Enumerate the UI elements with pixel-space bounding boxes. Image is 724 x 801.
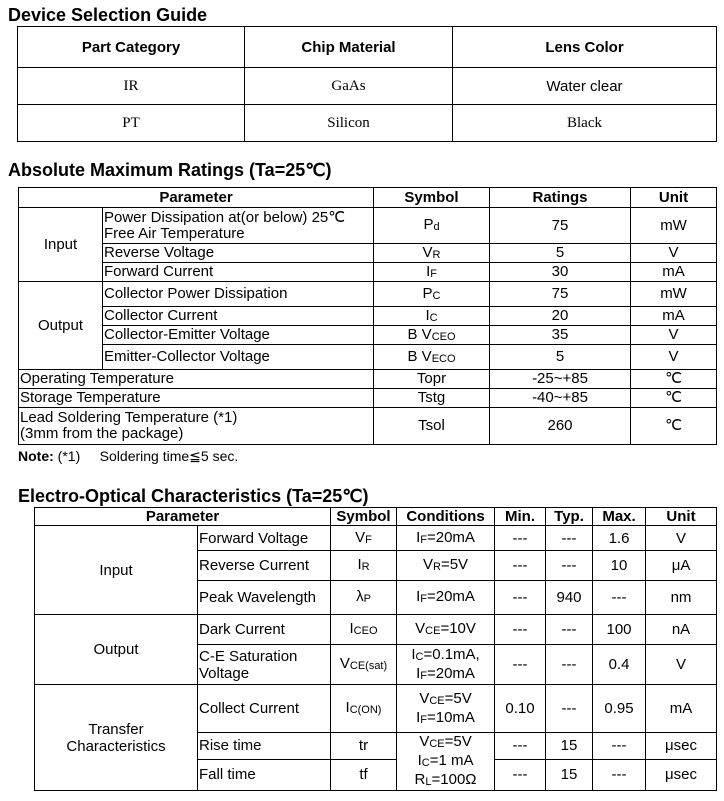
- eo-header-parameter: Parameter: [35, 508, 331, 526]
- rating-bvceo: 35: [490, 326, 631, 345]
- eo-table: [34, 507, 717, 791]
- eo-cond-pw: $I_F=20mA$: [397, 581, 495, 615]
- eo-unit-cc: mA: [646, 685, 717, 733]
- eo-cond-cc: $V_{CE}=5V$ $I_F=10mA$: [397, 685, 495, 733]
- note-label: Note:: [18, 448, 54, 464]
- param-ec-voltage: Emitter-Collector Voltage: [103, 345, 374, 370]
- param-forward-current: Forward Current: [103, 263, 374, 282]
- eo-typ-fv: ---: [546, 526, 593, 551]
- eo-header-min: Min.: [495, 508, 546, 526]
- rating-tsol: 260: [490, 408, 631, 445]
- unit-bvceo: V: [631, 326, 717, 345]
- eo-min-rc: ---: [495, 551, 546, 581]
- sym-pd: $P_d$: [374, 208, 490, 244]
- unit-topr: ℃: [631, 370, 717, 389]
- eo-sym-vcesat: $V_{CE(sat)}$: [331, 645, 397, 685]
- header-ratings: Ratings: [490, 188, 631, 208]
- eo-max-fv: 1.6: [593, 526, 646, 551]
- eo-param-fall-time: Fall time: [198, 759, 331, 790]
- eo-param-rise-time: Rise time: [198, 733, 331, 760]
- unit-bveco: V: [631, 345, 717, 370]
- eo-min-dc: ---: [495, 615, 546, 645]
- group-input: Input: [19, 208, 103, 282]
- unit-pc: mW: [631, 282, 717, 307]
- eo-max-pw: ---: [593, 581, 646, 615]
- eo-header-max: Max.: [593, 508, 646, 526]
- param-power-dissipation: Power Dissipation at(or below) 25℃ Free Air Temperature: [103, 208, 374, 244]
- eo-max-cc: 0.95: [593, 685, 646, 733]
- eo-min-ce: ---: [495, 645, 546, 685]
- abs-max-note: [18, 448, 238, 465]
- rating-pd: 75: [490, 208, 631, 244]
- eo-min-pw: ---: [495, 581, 546, 615]
- cell-part-pt: PT: [18, 105, 245, 142]
- eo-unit-ce: V: [646, 645, 717, 685]
- device-guide-heading: Device Selection Guide: [8, 5, 208, 25]
- eo-group-input: Input: [35, 526, 198, 615]
- abs-max-table: [18, 187, 717, 445]
- eo-group-transfer: Transfer Characteristics: [35, 685, 198, 791]
- cell-chip-gaas: GaAs: [245, 68, 453, 105]
- eo-typ-rc: ---: [546, 551, 593, 581]
- unit-tstg: ℃: [631, 389, 717, 408]
- eo-typ-dc: ---: [546, 615, 593, 645]
- eo-min-fv: ---: [495, 526, 546, 551]
- param-ce-voltage: Collector-Emitter Voltage: [103, 326, 374, 345]
- eo-unit-dc: nA: [646, 615, 717, 645]
- param-collector-current: Collector Current: [103, 307, 374, 326]
- rating-topr: -25~+85: [490, 370, 631, 389]
- eo-param-dark-current: Dark Current: [198, 615, 331, 645]
- rating-tstg: -40~+85: [490, 389, 631, 408]
- sym-if: $I_F$: [374, 263, 490, 282]
- eo-sym-iceo: $I_{CEO}$: [331, 615, 397, 645]
- sym-bveco: B $V_{ECO}$: [374, 345, 490, 370]
- eo-unit-ft: μsec: [646, 759, 717, 790]
- param-lead-soldering: Lead Soldering Temperature (*1) (3mm from the package): [19, 408, 374, 445]
- sym-tstg: Tstg: [374, 389, 490, 408]
- eo-sym-icon: $I_{C(ON)}$: [331, 685, 397, 733]
- header-chip-material: Chip Material: [245, 27, 453, 68]
- eo-sym-ir: $I_R$: [331, 551, 397, 581]
- eo-typ-pw: 940: [546, 581, 593, 615]
- header-lens-color: Lens Color: [453, 27, 717, 68]
- cell-part-ir: IR: [18, 68, 245, 105]
- rating-vr: 5: [490, 244, 631, 263]
- eo-typ-rt: 15: [546, 733, 593, 760]
- sym-topr: Topr: [374, 370, 490, 389]
- eo-typ-ft: 15: [546, 759, 593, 790]
- eo-max-rt: ---: [593, 733, 646, 760]
- eo-min-ft: ---: [495, 759, 546, 790]
- eo-heading: Electro-Optical Characteristics (Ta=25℃): [18, 486, 369, 506]
- header-symbol: Symbol: [374, 188, 490, 208]
- note-text: (*1) Soldering time≦5 sec.: [57, 448, 239, 464]
- cell-lens-black: Black: [453, 105, 717, 142]
- eo-header-conditions: Conditions: [397, 508, 495, 526]
- eo-cond-ce: $I_C=0.1mA$, $I_F=20mA$: [397, 645, 495, 685]
- sym-bvceo: B $V_{CEO}$: [374, 326, 490, 345]
- eo-param-ce-saturation: C-E Saturation Voltage: [198, 645, 331, 685]
- param-reverse-voltage: Reverse Voltage: [103, 244, 374, 263]
- unit-ic: mA: [631, 307, 717, 326]
- sym-tsol: Tsol: [374, 408, 490, 445]
- eo-min-cc: 0.10: [495, 685, 546, 733]
- device-selection-table: [17, 26, 717, 142]
- eo-cond-fv: $I_F=20mA$: [397, 526, 495, 551]
- eo-min-rt: ---: [495, 733, 546, 760]
- eo-header-typ: Typ.: [546, 508, 593, 526]
- header-unit: Unit: [631, 188, 717, 208]
- eo-param-reverse-current: Reverse Current: [198, 551, 331, 581]
- rating-pc: 75: [490, 282, 631, 307]
- eo-header-unit: Unit: [646, 508, 717, 526]
- rating-if: 30: [490, 263, 631, 282]
- eo-unit-pw: nm: [646, 581, 717, 615]
- eo-sym-tf: tf: [331, 759, 397, 790]
- param-collector-power: Collector Power Dissipation: [103, 282, 374, 307]
- header-parameter: Parameter: [19, 188, 374, 208]
- eo-max-dc: 100: [593, 615, 646, 645]
- eo-unit-rt: μsec: [646, 733, 717, 760]
- eo-cond-switching: $V_{CE}=5V$ $I_C=1$ mA $R_L=100\Omega$: [397, 733, 495, 791]
- cell-chip-silicon: Silicon: [245, 105, 453, 142]
- header-part-category: Part Category: [18, 27, 245, 68]
- group-output: Output: [19, 282, 103, 370]
- eo-header-symbol: Symbol: [331, 508, 397, 526]
- unit-if: mA: [631, 263, 717, 282]
- rating-ic: 20: [490, 307, 631, 326]
- unit-tsol: ℃: [631, 408, 717, 445]
- eo-sym-vf: $V_F$: [331, 526, 397, 551]
- sym-vr: $V_R$: [374, 244, 490, 263]
- param-operating-temp: Operating Temperature: [19, 370, 374, 389]
- eo-max-ft: ---: [593, 759, 646, 790]
- eo-cond-dc: $V_{CE}=10V$: [397, 615, 495, 645]
- eo-param-peak-wavelength: Peak Wavelength: [198, 581, 331, 615]
- eo-sym-lambda: $\lambda_P$: [331, 581, 397, 615]
- rating-bveco: 5: [490, 345, 631, 370]
- eo-max-ce: 0.4: [593, 645, 646, 685]
- eo-group-output: Output: [35, 615, 198, 685]
- eo-unit-rc: μA: [646, 551, 717, 581]
- eo-max-rc: 10: [593, 551, 646, 581]
- sym-ic: $I_C$: [374, 307, 490, 326]
- sym-pc: $P_C$: [374, 282, 490, 307]
- cell-lens-water-clear: Water clear: [453, 68, 717, 105]
- eo-unit-fv: V: [646, 526, 717, 551]
- eo-param-forward-voltage: Forward Voltage: [198, 526, 331, 551]
- abs-max-heading: Absolute Maximum Ratings (Ta=25℃): [8, 160, 332, 180]
- param-storage-temp: Storage Temperature: [19, 389, 374, 408]
- eo-typ-cc: ---: [546, 685, 593, 733]
- eo-sym-tr: tr: [331, 733, 397, 760]
- eo-cond-rc: $V_R=5V$: [397, 551, 495, 581]
- eo-typ-ce: ---: [546, 645, 593, 685]
- unit-vr: V: [631, 244, 717, 263]
- eo-param-collect-current: Collect Current: [198, 685, 331, 733]
- unit-pd: mW: [631, 208, 717, 244]
